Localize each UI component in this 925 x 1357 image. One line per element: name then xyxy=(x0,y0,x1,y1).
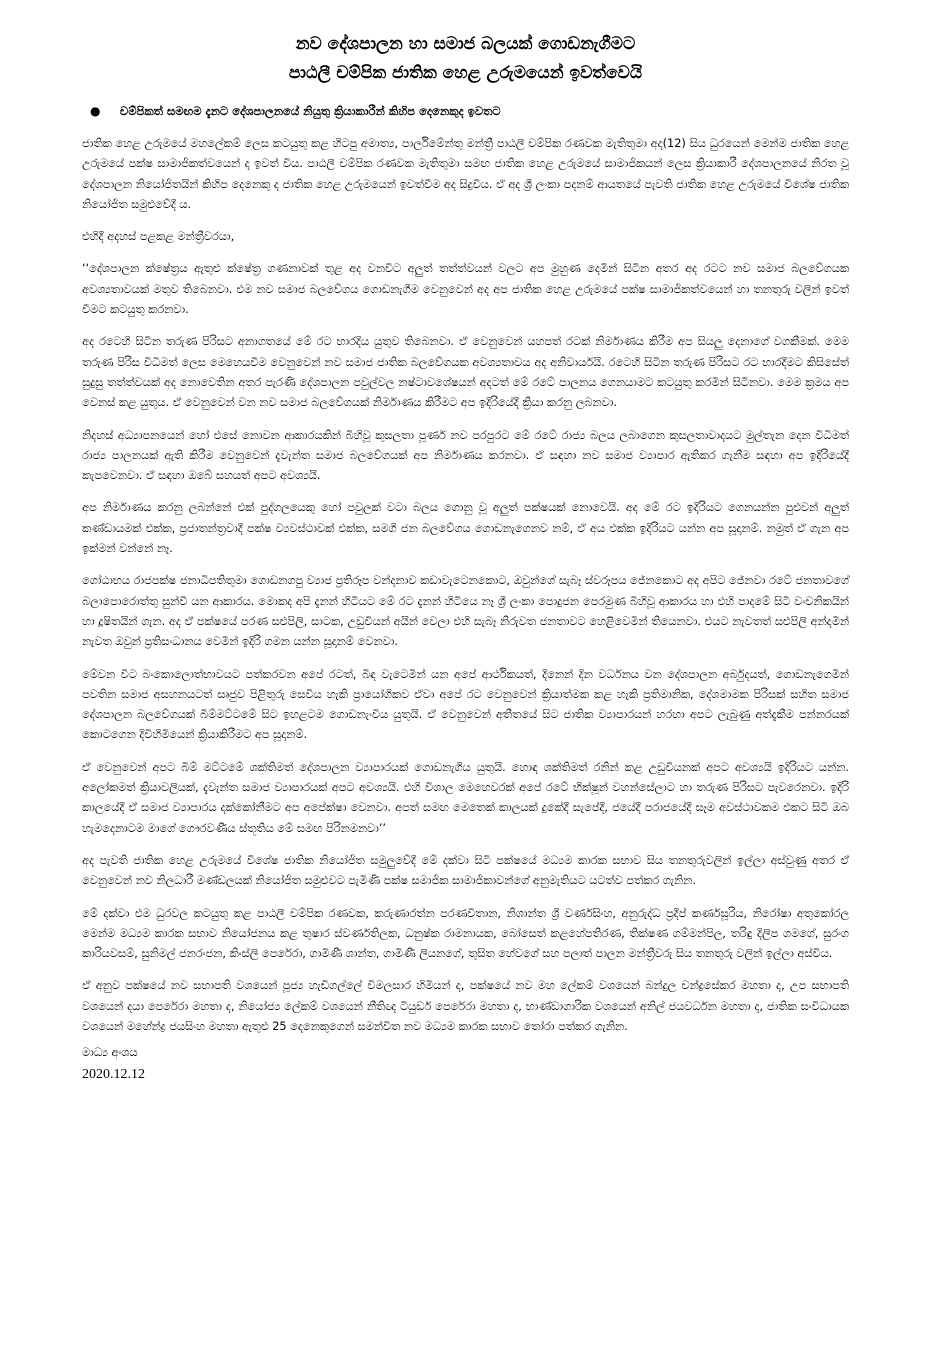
publication-date: 2020.12.12 xyxy=(82,1067,145,1083)
paragraph-11: මේ දක්වා එම ධුරවල කටයුතු කළ පාඨලී චම්පික රණවක, කරුණාරත්න පරණවිතාන, නිශාන්ත ශ්‍රී වර්ණසිංහ, අනුරුද්ධ ප්‍රදීප් කර්ණසූරිය, නිරෝෂා අතුකෝරල මෙන්ම මධ්‍යම කාරක සභාව නියෝජනය කළ තුෂාර ස්වර්ණතිලක, ධනුෂ්ක රාමනායක, බෝසෙත් කළහේපතිරණ, තික්ෂණ ගම්මන්පිල, තරිඳු දිලිප ගමගේ, සුරංග කාරියවසම්, සුනිමල් ජනරංජන, කිංස්ලි පෙරේරා, ගාමිණී ශාන්ත, ගාමිණී ලියනගේ, තුසිත හේවගේ සහ පලාත් පාලන මන්ත්‍රීවරු සිය තනතුරු වලින් ඉල්ලා අස්විය. xyxy=(82,906,849,961)
paragraph-12: ඒ අනුව පක්ෂයේ නව සභාපති වශයෙන් පූජ්‍ය හැඩිගල්ලේ විමලසාර හිමියන් ද, පක්ෂයේ නව මහ ලේකම් වශයෙන් බන්දුල චන්ද්‍රසේකර මහතා ද, උප සභාපති වශයෙන් දයා පෙරේරා මහතා ද, නියෝජ්‍ය ලේකම් වශයෙන් නීතිඥ ටියුඩර් පෙරේරා මහතා ද, භාණ්ඩාගාරික වශයෙන් අනිල් ජයවර්ධන මහතා ද, ජාතික සංවිධායක වශයෙන් මහේන්ද්‍ර ජයසිංහ මහතා ඇතුළු 25 දෙනෙකුගෙන් සමන්විත නව මධ්‍යම කාරක සභාව තෝරා පත්කර ගැනින. xyxy=(82,979,849,1033)
paragraph-1: ජාතික හෙළ උරුමයේ මහලේකම් ලෙස කටයුතු කළ හිටපු අමාත්‍ය, පාර්ලිමේන්තු මන්ත්‍රී පාඨලී චම්පික රණවක මැතිතුමා අද(12) සිය ධුරයෙන් මෙන්ම ජාතික හෙළ උරුමයේ පක්ෂ සාමාජිකත්වයෙන් ද ඉවත් විය. පාඨලී චම්පික රණවක මැතිතුමා සමඟ ජාතික හෙළ උරුමයේ සාමාජිකයන් ලෙස ක්‍රියාකාරී දේශපාලනයේ නිරත වූ දේශපාලන නියෝජිතයින් කිහිප දෙනෙකු ද ජාතික හෙළ උරුමයෙන් ඉවත්වීම අද සිදුවිය. ඒ අද ශ්‍රී ලංකා පදනම් ආයතයේ පැවති ජාතික හෙළ උරුමයේ විශේෂ ජාතික නියෝජිත සමුළුවේදී ය. xyxy=(82,137,849,211)
paragraph-3: ‘‘දේශපාලන ක්ෂේත්‍රය ඇතුළු ක්ෂේත්‍ර ගණනාවක් තුළ අද වනවිට අලුත් තත්ත්වයන් වලට අප මුහුණ දෙමින් සිටින අතර අද රටට නව සමාජ බලවේගයක අවශ්‍යතාවයක් මතුව තිබෙනවා. එම නව සමාජ බලවේගය ගොඩනැගීම වෙනුවෙන් අද අප ජාතික හෙළ උරුමයේ පක්ෂ සාමාජිකත්වයෙන් හා තනතුරු වලින් ඉවත් වීමට කටයුතු කරනවා. xyxy=(82,262,849,317)
bullet-icon: ● xyxy=(90,104,101,118)
paragraph-7: ගෝඨාභය රාජපක්ෂ ජනාධිපතිතුමා ගොඩනගපු ව්‍යාජ ප්‍රතිරූප වන්දනාව කඩාවැටෙනකොට, ඔවුන්ගේ සැබෑ ස්වරූපය ජේනකොට අද අපිට ජේනවා රටේ ජනතාවගේ බලාපොරොත්තු සුන්වී යන ආකාරය. මොකද අපි දැනන් හිටියට මේ රට දැනන් හිටියෙ නෑ ශ්‍රී ලංකා පොදුජන පෙරමුණ බිහිවූ ආකාරය හා එහි පාදමේ සිටි වංචනිකයින් හා දූෂිතයින් ගැන. අද ඒ පක්ෂයේ පරණ සළුපිලි, සාටක, උඩුවියන් අයින් වෙලා එහි සැබෑ නිරුවත ජනතාවට හෙළිවෙමින් තියෙනවා. එයට නැවතත් සළුපිලි අන්දමින් නැවත ඔවුන් ප්‍රතිසංධානය වෙමින් ඉදිරි ගමන යන්න සූදානම් වෙනවා. xyxy=(82,574,849,649)
signature: මාධ්‍ය අංශය xyxy=(82,1046,138,1060)
summary-bullet-text: චම්පිකත් සමඟම දැනට දේශපාලනයේ නියුතු ක්‍රියාකාරීන් කිහිප දෙනෙකුද ඉවතට xyxy=(120,104,501,118)
headline xyxy=(82,30,849,88)
paragraph-2: එහිදී අදහස් පළකළ මන්ත්‍රීවරයා, xyxy=(82,230,235,244)
paragraph-5: නිදහස් අධ්‍යාපනයෙන් හෝ එසේ නොවන ආකාරයකින් බිහිවූ කුසලතා පූර්ණ නව පරපුරට මේ රටේ රාජ්‍ය බලය ලබාගෙන කුසලතාවාදයට මුල්තැන දෙන විධිමත් රාජ්‍ය පාලනයක් ඇති කිරීම වෙනුවෙන් දැවැන්ත සමාජ බලවේගයක් අප නිර්මාණය කරනවා. ඒ සඳහා නව සමාජ ව්‍යාපාර ඇතිකර ගැනීම සඳහා අප ඉදිරියේදී කැපවෙනවා. ඒ සඳහා ඔබේ සහයත් අපට අවශ්‍යයි. xyxy=(82,428,849,483)
paragraph-6: අප නිර්මාණය කරනු ලබන්නේ එක් පුද්ගලයෙකු හෝ පවුලක් වටා බලය ගොනු වූ අලුත් පක්ෂයක් නොවෙයි. අද මේ රට ඉදිරියට ගෙනයන්න පුළුවන් අලුත් කණ්ඩායමක් එක්ක, ප්‍රජාතන්ත්‍රවාදී පක්ෂ ව්‍යවස්ථාවක් එක්ක, සමගි ජන බලවේගය ගොඩනැගෙනව නම්, ඒ අය එක්ක ඉදිරියට යන්න අප සූදානම්. නමුත් ඒ ගැන අප ඉක්මන් වන්නේ නෑ. xyxy=(82,501,849,556)
summary-bullet xyxy=(90,102,849,120)
headline-line-1: නව දේශපාලන හා සමාජ බලයක් ගොඩනැගීමට xyxy=(295,34,636,54)
headline-line-2: පාඨලී චම්පික ජාතික හෙළ උරුමයෙන් ඉවත්වෙයි xyxy=(288,63,643,83)
paragraph-8: මේවන විට බංකොලොත්භාවයට පත්කරවන අපේ රටත්, බිඳ වැටෙමින් යන අපේ ආර්ථිකයත්, දිනෙන් දින වර්ධනය වන දේශපාලන අර්බුදයත්, ගොඩනැගෙමින් පවතින සමාජ අසහනයටත් සෘජුව පිළිතුරු සෙවිය හැකි ප්‍රායෝගිකව ඒවා අපේ රට වෙනුවෙන් ක්‍රියාත්මක කළ හැකි ප්‍රතිමානික, දේශමාමක පිරිසක් සහිත සමාජ දේශපාලන බලවේගයක් බිම්මට්ටමේ සිට ඉහළටම ගොඩනැංවිය යුතුයි. ඒ වෙනුවෙන් අතීතයේ සිට ජාතික ව්‍යාපාරයන් හරහා අපට ලැබුණු අත්දැකීම පන්නරයක් කොටගෙන දිවිහිමියෙන් ක්‍රියාකිරීමට අප සූදානම්. xyxy=(82,667,849,742)
paragraph-9: ඒ වෙනුවෙන් අපට බිම් මට්ටමේ ශක්තිමත් දේශපාලන ව්‍යාපාරයක් ගොඩනැගිය යුතුයි. හොඳ ශක්තිමත් රනින් කළ උඩුවියනක් අපට අවශ්‍යයි ඉදිරියට යන්න. අලෝකමත් ක්‍රියාවලියක්, දැවැන්ත සමාජ ව්‍යාපාරයක් අපට අවශ්‍යයි. එහි විශාල මෙහෙවරක් අපේ රටේ භික්ෂූන් වහන්සේලාට හා තරුණ පිරිසට පැවරෙනවා. ඉදිරි කාලයේදී ඒ සමාජ ව්‍යාපාරය දක්කෝ‍නීමට අප අපේක්ෂා වෙනවා. අපත් සමඟ මෙතෙක් කාලයක් දුකේදී සැපේදී, ජයේදී පරාජයේදී සෑම අවස්ථාවකම එකට සිටි ඔබ හැමදෙනාටම මාගේ ගෞරවණීය ස්තූතිය මේ සමඟ පිරිනමනවා’’ xyxy=(82,760,849,835)
paragraph-10: අද පැවති ජාතික හෙළ උරුමයේ විශේෂ ජාතික නියෝජිත සමුලුවේදී මේ දක්වා සිටි පක්ෂයේ මධ්‍යම කාරක සභාව සිය තනතුරුවලින් ඉල්ලා අස්වුණු අතර ඒ වෙනුවෙන් නව නිලධාරී මණ්ඩලයක් නියෝජිත සමුළුවට පැමිණි පක්ෂ සමාජික සාමාජිකාවන්ගේ අනුමැතියට යටත්ව පත්කර ගැනින. xyxy=(82,853,849,888)
paragraph-4: අද රටෙහි සිටින තරුණ පිරිසට අනාගතයේ මේ රට භාරදිය යුතුව තිබෙනවා. ඒ වෙනුවෙන් යහපත් රටක් නිර්මාණය කිරීම අප සියලු දෙනාගේ වගකීමක්. මෙම තරුණ පිරිස විධිමත් ලෙස මෙහෙයවීම වෙනුවෙන් නව සමාජ ජාතික බලවේගයක අවශ්‍යතාවය අද අනිවාර්යයි. රටෙහි සිටින තරුණ පිරිසට රට භාරදීමට කිසිසේත් සුදුසු තත්ත්වයක් අද නොවෙතින අතර පැරණි දේශපාලන පවුල්වල නෂ්ටාවශේෂයන් අදටත් මේ රටේ පාලනය ගෙනයාමට කටයුතු කරමින් සිටිනවා. මෙම ක්‍රමය අප වෙනස් කළ යුතුය. ඒ වෙනුවෙන් වන නව සමාජ බලවේගයක් නිර්මාණය කිරීමට අප ඉදිරියේදී ක්‍රියා කරනු ලබනවා. xyxy=(82,335,849,410)
